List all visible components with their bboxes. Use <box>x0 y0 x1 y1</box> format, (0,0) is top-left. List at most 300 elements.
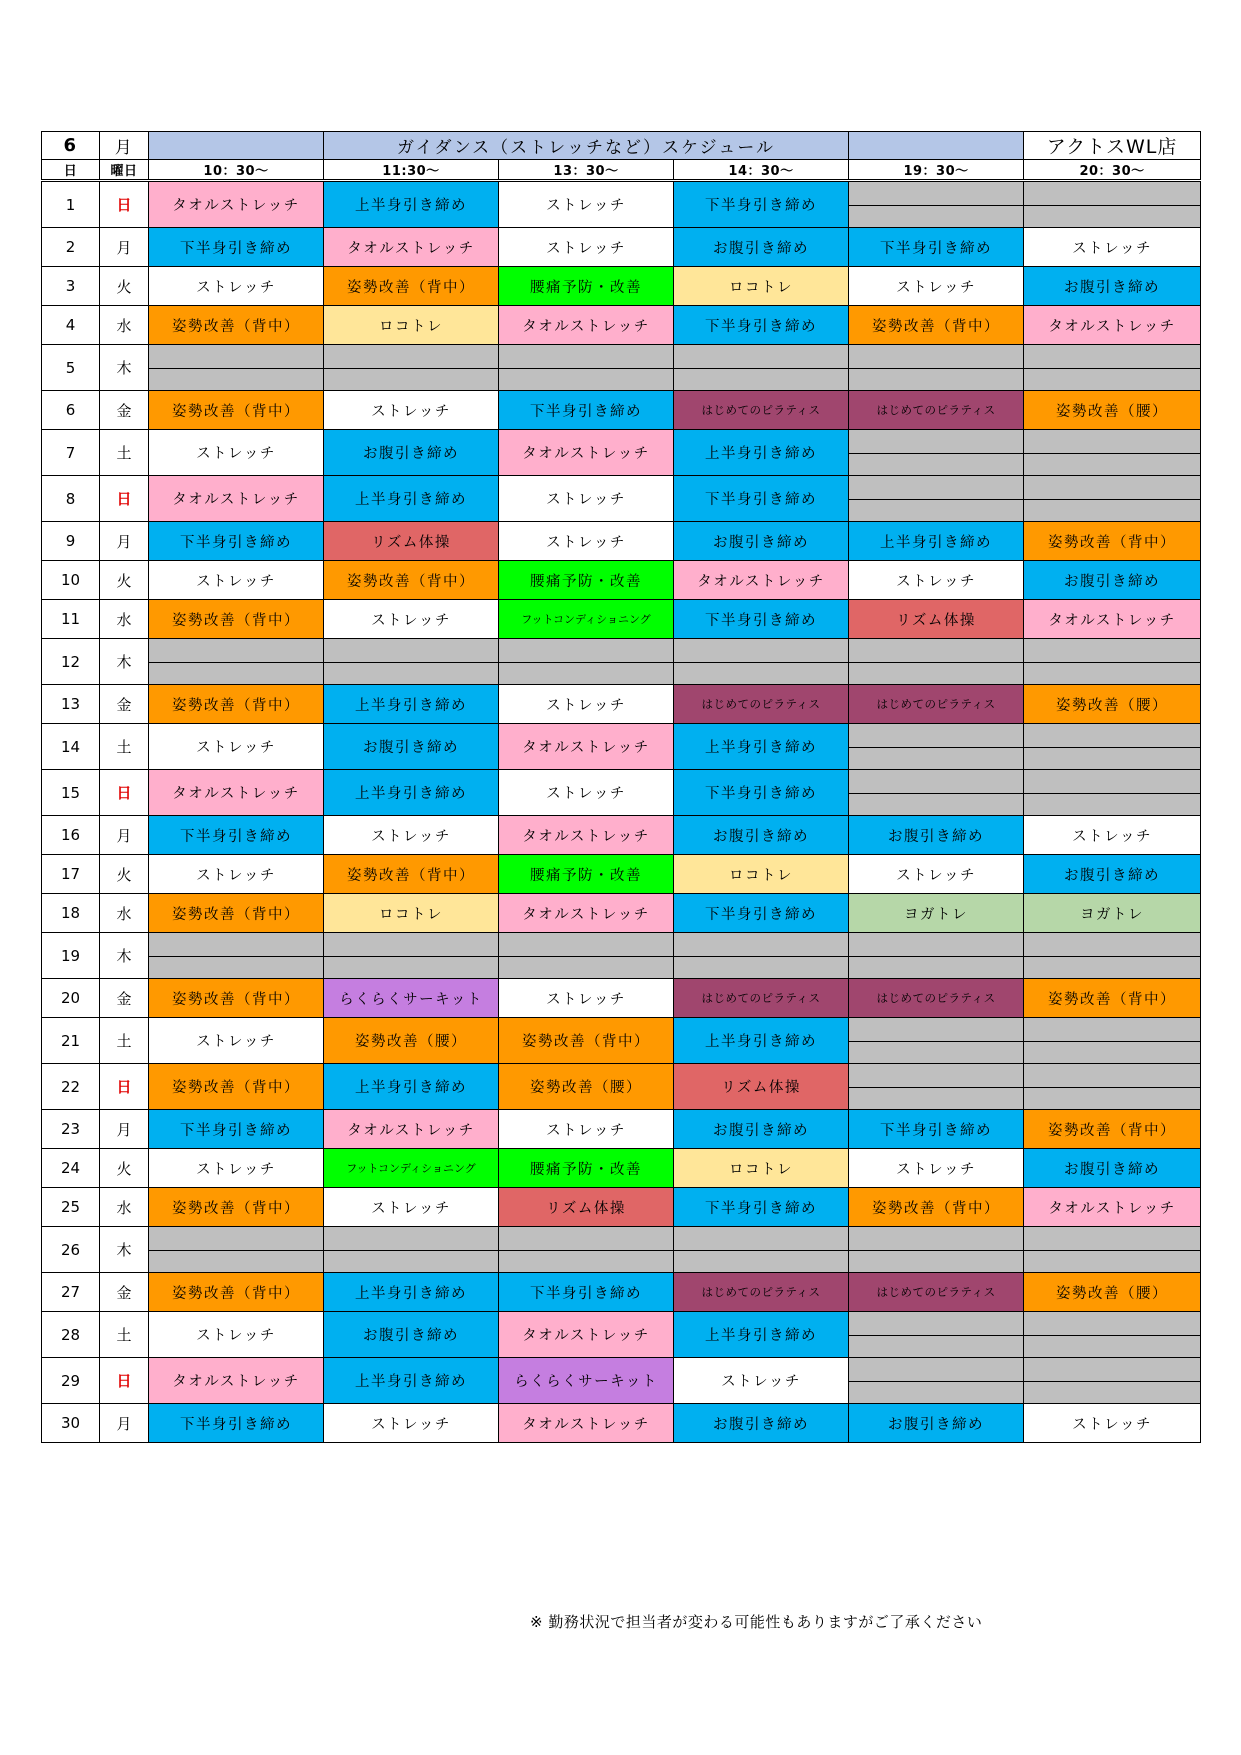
off-slot-top <box>849 1312 1023 1336</box>
schedule-row <box>42 306 1201 345</box>
class-cell: 下半身引き締め <box>149 1404 324 1443</box>
class-cell: リズム体操 <box>674 1064 849 1110</box>
class-cell: ロコトレ <box>324 894 499 933</box>
class-cell: お腹引き締め <box>849 1404 1024 1443</box>
class-cell: はじめてのピラティス <box>849 685 1024 724</box>
class-cell: らくらくサーキット <box>499 1358 674 1404</box>
class-cell: フットコンディショニング <box>324 1149 499 1188</box>
day-number: 10 <box>42 561 100 600</box>
class-cell: ストレッチ <box>499 476 674 522</box>
day-of-week: 月 <box>100 1110 149 1149</box>
col-header-day: 日 <box>42 160 100 181</box>
class-cell: ストレッチ <box>849 1149 1024 1188</box>
off-slot <box>1024 476 1201 522</box>
off-slot <box>674 1227 849 1273</box>
class-cell: 上半身引き締め <box>674 430 849 476</box>
class-cell: タオルストレッチ <box>499 816 674 855</box>
off-slot-top <box>849 1018 1023 1042</box>
class-cell: ロコトレ <box>674 1149 849 1188</box>
off-slot-top <box>1024 1227 1200 1251</box>
off-slot-bottom <box>674 1251 848 1273</box>
day-number: 1 <box>42 181 100 228</box>
class-cell: 下半身引き締め <box>674 476 849 522</box>
class-cell: タオルストレッチ <box>499 1404 674 1443</box>
day-of-week: 土 <box>100 1312 149 1358</box>
off-slot-top <box>849 345 1023 369</box>
col-header-time-1: 10：30～ <box>149 160 324 181</box>
schedule-row <box>42 1110 1201 1149</box>
off-slot-top <box>674 1227 848 1251</box>
col-header-time-5: 19：30～ <box>849 160 1024 181</box>
day-number: 28 <box>42 1312 100 1358</box>
schedule-row <box>42 1312 1201 1358</box>
off-slot-bottom <box>149 957 323 979</box>
schedule-row <box>42 522 1201 561</box>
off-slot-bottom <box>1024 1088 1200 1110</box>
class-cell: タオルストレッチ <box>1024 600 1201 639</box>
off-slot <box>1024 1018 1201 1064</box>
class-cell: はじめてのピラティス <box>674 1273 849 1312</box>
day-number: 20 <box>42 979 100 1018</box>
day-number: 14 <box>42 724 100 770</box>
off-slot-top <box>324 933 498 957</box>
day-number: 25 <box>42 1188 100 1227</box>
off-slot-bottom <box>674 369 848 391</box>
off-slot <box>849 181 1024 228</box>
schedule-row <box>42 430 1201 476</box>
class-cell: ストレッチ <box>324 1404 499 1443</box>
day-number: 3 <box>42 267 100 306</box>
class-cell: お腹引き締め <box>324 1312 499 1358</box>
off-slot-top <box>499 345 673 369</box>
class-cell: 姿勢改善（腰） <box>324 1018 499 1064</box>
class-cell: はじめてのピラティス <box>674 391 849 430</box>
class-cell: 姿勢改善（背中） <box>499 1018 674 1064</box>
class-cell: タオルストレッチ <box>149 770 324 816</box>
class-cell: ストレッチ <box>324 1188 499 1227</box>
class-cell: ストレッチ <box>849 561 1024 600</box>
schedule-row <box>42 979 1201 1018</box>
day-number: 7 <box>42 430 100 476</box>
column-header-row <box>42 160 1201 181</box>
off-slot-top <box>674 933 848 957</box>
class-cell: 姿勢改善（背中） <box>849 1188 1024 1227</box>
schedule-row <box>42 1358 1201 1404</box>
off-slot-top <box>1024 430 1200 454</box>
class-cell: 上半身引き締め <box>324 685 499 724</box>
class-cell: リズム体操 <box>499 1188 674 1227</box>
class-cell: タオルストレッチ <box>499 724 674 770</box>
off-slot-bottom <box>1024 1382 1200 1404</box>
class-cell: リズム体操 <box>849 600 1024 639</box>
schedule-row <box>42 1188 1201 1227</box>
off-slot-bottom <box>849 1382 1023 1404</box>
day-of-week: 水 <box>100 306 149 345</box>
off-slot-top <box>1024 1018 1200 1042</box>
off-slot-top <box>324 639 498 663</box>
class-cell: ロコトレ <box>674 267 849 306</box>
class-cell: 姿勢改善（背中） <box>149 391 324 430</box>
schedule-row <box>42 1149 1201 1188</box>
schedule-row <box>42 1404 1201 1443</box>
day-number: 8 <box>42 476 100 522</box>
off-slot <box>149 345 324 391</box>
off-slot <box>849 933 1024 979</box>
class-cell: 下半身引き締め <box>499 391 674 430</box>
class-cell: ストレッチ <box>499 228 674 267</box>
day-of-week: 木 <box>100 933 149 979</box>
off-slot-bottom <box>849 663 1023 685</box>
off-slot <box>1024 724 1201 770</box>
off-slot-bottom <box>149 369 323 391</box>
class-cell: 姿勢改善（腰） <box>1024 1273 1201 1312</box>
off-slot-bottom <box>1024 1336 1200 1358</box>
header-spacer-left <box>149 132 324 160</box>
class-cell: お腹引き締め <box>324 430 499 476</box>
day-of-week: 日 <box>100 181 149 228</box>
col-header-time-6: 20：30～ <box>1024 160 1201 181</box>
class-cell: ヨガトレ <box>1024 894 1201 933</box>
class-cell: 姿勢改善（背中） <box>149 979 324 1018</box>
class-cell: リズム体操 <box>324 522 499 561</box>
class-cell: 姿勢改善（腰） <box>1024 391 1201 430</box>
day-of-week: 火 <box>100 1149 149 1188</box>
off-slot-bottom <box>849 1251 1023 1273</box>
day-of-week: 火 <box>100 267 149 306</box>
class-cell: ストレッチ <box>149 855 324 894</box>
off-slot-top <box>849 1358 1023 1382</box>
class-cell: お腹引き締め <box>1024 561 1201 600</box>
off-slot-top <box>1024 345 1200 369</box>
off-slot-bottom <box>849 1336 1023 1358</box>
footnote: ※ 勤務状況で担当者が変わる可能性もありますがご了承ください <box>530 1613 983 1631</box>
col-header-time-3: 13：30～ <box>499 160 674 181</box>
schedule-title: ガイダンス（ストレッチなど）スケジュール <box>324 132 849 160</box>
day-number: 19 <box>42 933 100 979</box>
off-slot <box>849 430 1024 476</box>
off-slot-top <box>849 182 1023 206</box>
day-of-week: 月 <box>100 816 149 855</box>
class-cell: 姿勢改善（背中） <box>849 306 1024 345</box>
class-cell: ストレッチ <box>1024 1404 1201 1443</box>
schedule-row <box>42 476 1201 522</box>
off-slot <box>849 1312 1024 1358</box>
class-cell: 下半身引き締め <box>149 816 324 855</box>
class-cell: 上半身引き締め <box>674 1312 849 1358</box>
class-cell: ストレッチ <box>499 979 674 1018</box>
class-cell: はじめてのピラティス <box>674 979 849 1018</box>
day-number: 16 <box>42 816 100 855</box>
off-slot-bottom <box>849 206 1023 228</box>
class-cell: ストレッチ <box>674 1358 849 1404</box>
off-slot-top <box>1024 1064 1200 1088</box>
off-slot <box>1024 1227 1201 1273</box>
class-cell: タオルストレッチ <box>674 561 849 600</box>
day-of-week: 月 <box>100 1404 149 1443</box>
off-slot <box>849 639 1024 685</box>
class-cell: お腹引き締め <box>849 816 1024 855</box>
off-slot <box>1024 1312 1201 1358</box>
class-cell: 腰痛予防・改善 <box>499 1149 674 1188</box>
class-cell: ストレッチ <box>149 267 324 306</box>
day-of-week: 水 <box>100 600 149 639</box>
off-slot <box>149 1227 324 1273</box>
off-slot <box>849 476 1024 522</box>
day-of-week: 金 <box>100 979 149 1018</box>
schedule-row <box>42 181 1201 228</box>
class-cell: 下半身引き締め <box>674 181 849 228</box>
class-cell: はじめてのピラティス <box>674 685 849 724</box>
class-cell: ストレッチ <box>324 391 499 430</box>
class-cell: ストレッチ <box>849 267 1024 306</box>
class-cell: ストレッチ <box>149 1018 324 1064</box>
off-slot-top <box>1024 724 1200 748</box>
off-slot-bottom <box>149 1251 323 1273</box>
day-of-week: 木 <box>100 345 149 391</box>
off-slot <box>499 933 674 979</box>
class-cell: 下半身引き締め <box>674 306 849 345</box>
off-slot <box>849 1227 1024 1273</box>
off-slot-top <box>1024 182 1200 206</box>
day-number: 15 <box>42 770 100 816</box>
off-slot-bottom <box>499 957 673 979</box>
schedule-row <box>42 1064 1201 1110</box>
off-slot-top <box>849 1227 1023 1251</box>
off-slot-top <box>149 639 323 663</box>
class-cell: はじめてのピラティス <box>849 1273 1024 1312</box>
day-of-week: 日 <box>100 770 149 816</box>
class-cell: 姿勢改善（腰） <box>499 1064 674 1110</box>
off-slot-bottom <box>1024 206 1200 228</box>
schedule-row <box>42 345 1201 391</box>
day-of-week: 日 <box>100 1064 149 1110</box>
day-of-week: 月 <box>100 228 149 267</box>
off-slot-bottom <box>324 663 498 685</box>
day-of-week: 日 <box>100 476 149 522</box>
schedule-table <box>41 131 1201 1443</box>
class-cell: らくらくサーキット <box>324 979 499 1018</box>
month-label: 月 <box>100 132 149 160</box>
day-number: 23 <box>42 1110 100 1149</box>
off-slot <box>324 1227 499 1273</box>
class-cell: ストレッチ <box>1024 228 1201 267</box>
class-cell: お腹引き締め <box>674 1404 849 1443</box>
day-of-week: 水 <box>100 894 149 933</box>
off-slot-top <box>674 639 848 663</box>
day-of-week: 日 <box>100 1358 149 1404</box>
class-cell: ストレッチ <box>149 1149 324 1188</box>
class-cell: お腹引き締め <box>674 816 849 855</box>
class-cell: 姿勢改善（背中） <box>149 306 324 345</box>
class-cell: 下半身引き締め <box>149 228 324 267</box>
day-number: 30 <box>42 1404 100 1443</box>
off-slot-bottom <box>849 1042 1023 1064</box>
off-slot <box>1024 933 1201 979</box>
class-cell: お腹引き締め <box>1024 855 1201 894</box>
class-cell: 姿勢改善（背中） <box>149 685 324 724</box>
class-cell: 下半身引き締め <box>849 1110 1024 1149</box>
schedule-row <box>42 391 1201 430</box>
class-cell: はじめてのピラティス <box>849 391 1024 430</box>
off-slot <box>1024 770 1201 816</box>
schedule-row <box>42 1018 1201 1064</box>
off-slot-top <box>1024 1358 1200 1382</box>
class-cell: お腹引き締め <box>674 228 849 267</box>
schedule-sheet <box>41 131 1200 1443</box>
class-cell: 姿勢改善（背中） <box>1024 979 1201 1018</box>
off-slot-bottom <box>1024 748 1200 770</box>
day-of-week: 火 <box>100 855 149 894</box>
class-cell: ストレッチ <box>499 685 674 724</box>
off-slot-top <box>1024 770 1200 794</box>
class-cell: 下半身引き締め <box>674 894 849 933</box>
store-name: アクトスWL店 <box>1024 132 1201 160</box>
off-slot-top <box>849 933 1023 957</box>
day-of-week: 土 <box>100 430 149 476</box>
off-slot-bottom <box>849 500 1023 522</box>
schedule-row <box>42 639 1201 685</box>
class-cell: ストレッチ <box>849 855 1024 894</box>
class-cell: 腰痛予防・改善 <box>499 855 674 894</box>
class-cell: はじめてのピラティス <box>849 979 1024 1018</box>
class-cell: 腰痛予防・改善 <box>499 561 674 600</box>
class-cell: 姿勢改善（腰） <box>1024 685 1201 724</box>
day-number: 27 <box>42 1273 100 1312</box>
class-cell: タオルストレッチ <box>324 228 499 267</box>
class-cell: 姿勢改善（背中） <box>149 1273 324 1312</box>
class-cell: 上半身引き締め <box>849 522 1024 561</box>
off-slot-bottom <box>849 369 1023 391</box>
schedule-row <box>42 600 1201 639</box>
off-slot-bottom <box>849 454 1023 476</box>
class-cell: 姿勢改善（背中） <box>324 267 499 306</box>
day-number: 21 <box>42 1018 100 1064</box>
class-cell: 姿勢改善（背中） <box>324 855 499 894</box>
class-cell: タオルストレッチ <box>149 181 324 228</box>
off-slot <box>849 1064 1024 1110</box>
day-of-week: 木 <box>100 639 149 685</box>
col-header-dow: 曜日 <box>100 160 149 181</box>
off-slot-top <box>849 724 1023 748</box>
class-cell: 下半身引き締め <box>674 770 849 816</box>
class-cell: ストレッチ <box>499 181 674 228</box>
off-slot <box>674 933 849 979</box>
class-cell: タオルストレッチ <box>499 1312 674 1358</box>
class-cell: フットコンディショニング <box>499 600 674 639</box>
off-slot-bottom <box>1024 369 1200 391</box>
off-slot <box>1024 430 1201 476</box>
class-cell: お腹引き締め <box>674 1110 849 1149</box>
schedule-row <box>42 855 1201 894</box>
off-slot <box>849 1358 1024 1404</box>
class-cell: お腹引き締め <box>324 724 499 770</box>
day-of-week: 火 <box>100 561 149 600</box>
day-of-week: 月 <box>100 522 149 561</box>
off-slot-top <box>499 933 673 957</box>
class-cell: お腹引き締め <box>1024 267 1201 306</box>
header-row <box>42 132 1201 160</box>
class-cell: ヨガトレ <box>849 894 1024 933</box>
class-cell: タオルストレッチ <box>1024 1188 1201 1227</box>
class-cell: 姿勢改善（背中） <box>149 600 324 639</box>
day-of-week: 水 <box>100 1188 149 1227</box>
off-slot-bottom <box>1024 1042 1200 1064</box>
class-cell: 姿勢改善（背中） <box>149 1064 324 1110</box>
off-slot-bottom <box>1024 663 1200 685</box>
day-number: 6 <box>42 391 100 430</box>
schedule-row <box>42 561 1201 600</box>
day-number: 22 <box>42 1064 100 1110</box>
off-slot-bottom <box>499 663 673 685</box>
class-cell: ロコトレ <box>324 306 499 345</box>
class-cell: ストレッチ <box>499 770 674 816</box>
header-spacer-right <box>849 132 1024 160</box>
month-number: 6 <box>42 132 100 160</box>
day-number: 24 <box>42 1149 100 1188</box>
day-number: 26 <box>42 1227 100 1273</box>
class-cell: お腹引き締め <box>1024 1149 1201 1188</box>
class-cell: 上半身引き締め <box>674 1018 849 1064</box>
off-slot-top <box>1024 933 1200 957</box>
off-slot <box>849 724 1024 770</box>
class-cell: お腹引き締め <box>674 522 849 561</box>
class-cell: 下半身引き締め <box>149 522 324 561</box>
off-slot <box>1024 345 1201 391</box>
off-slot <box>324 933 499 979</box>
day-number: 5 <box>42 345 100 391</box>
class-cell: ストレッチ <box>149 561 324 600</box>
off-slot-bottom <box>849 957 1023 979</box>
off-slot-top <box>324 345 498 369</box>
class-cell: 上半身引き締め <box>674 724 849 770</box>
off-slot-bottom <box>499 369 673 391</box>
off-slot-top <box>149 345 323 369</box>
schedule-row <box>42 894 1201 933</box>
schedule-row <box>42 1273 1201 1312</box>
class-cell: 腰痛予防・改善 <box>499 267 674 306</box>
off-slot-top <box>849 476 1023 500</box>
off-slot-bottom <box>1024 500 1200 522</box>
off-slot-top <box>849 430 1023 454</box>
off-slot-bottom <box>849 1088 1023 1110</box>
off-slot <box>849 770 1024 816</box>
off-slot-bottom <box>1024 794 1200 816</box>
class-cell: ストレッチ <box>149 724 324 770</box>
off-slot <box>674 345 849 391</box>
day-number: 13 <box>42 685 100 724</box>
class-cell: 下半身引き締め <box>674 600 849 639</box>
day-number: 17 <box>42 855 100 894</box>
off-slot-top <box>149 933 323 957</box>
off-slot-top <box>324 1227 498 1251</box>
off-slot-bottom <box>1024 1251 1200 1273</box>
class-cell: タオルストレッチ <box>499 430 674 476</box>
class-cell: ロコトレ <box>674 855 849 894</box>
class-cell: 姿勢改善（背中） <box>1024 1110 1201 1149</box>
class-cell: ストレッチ <box>499 1110 674 1149</box>
off-slot-bottom <box>674 663 848 685</box>
class-cell: タオルストレッチ <box>1024 306 1201 345</box>
class-cell: 姿勢改善（背中） <box>149 1188 324 1227</box>
off-slot-top <box>1024 1312 1200 1336</box>
day-of-week: 土 <box>100 724 149 770</box>
day-number: 29 <box>42 1358 100 1404</box>
day-number: 11 <box>42 600 100 639</box>
day-number: 12 <box>42 639 100 685</box>
off-slot <box>1024 1064 1201 1110</box>
schedule-row <box>42 685 1201 724</box>
schedule-row <box>42 816 1201 855</box>
